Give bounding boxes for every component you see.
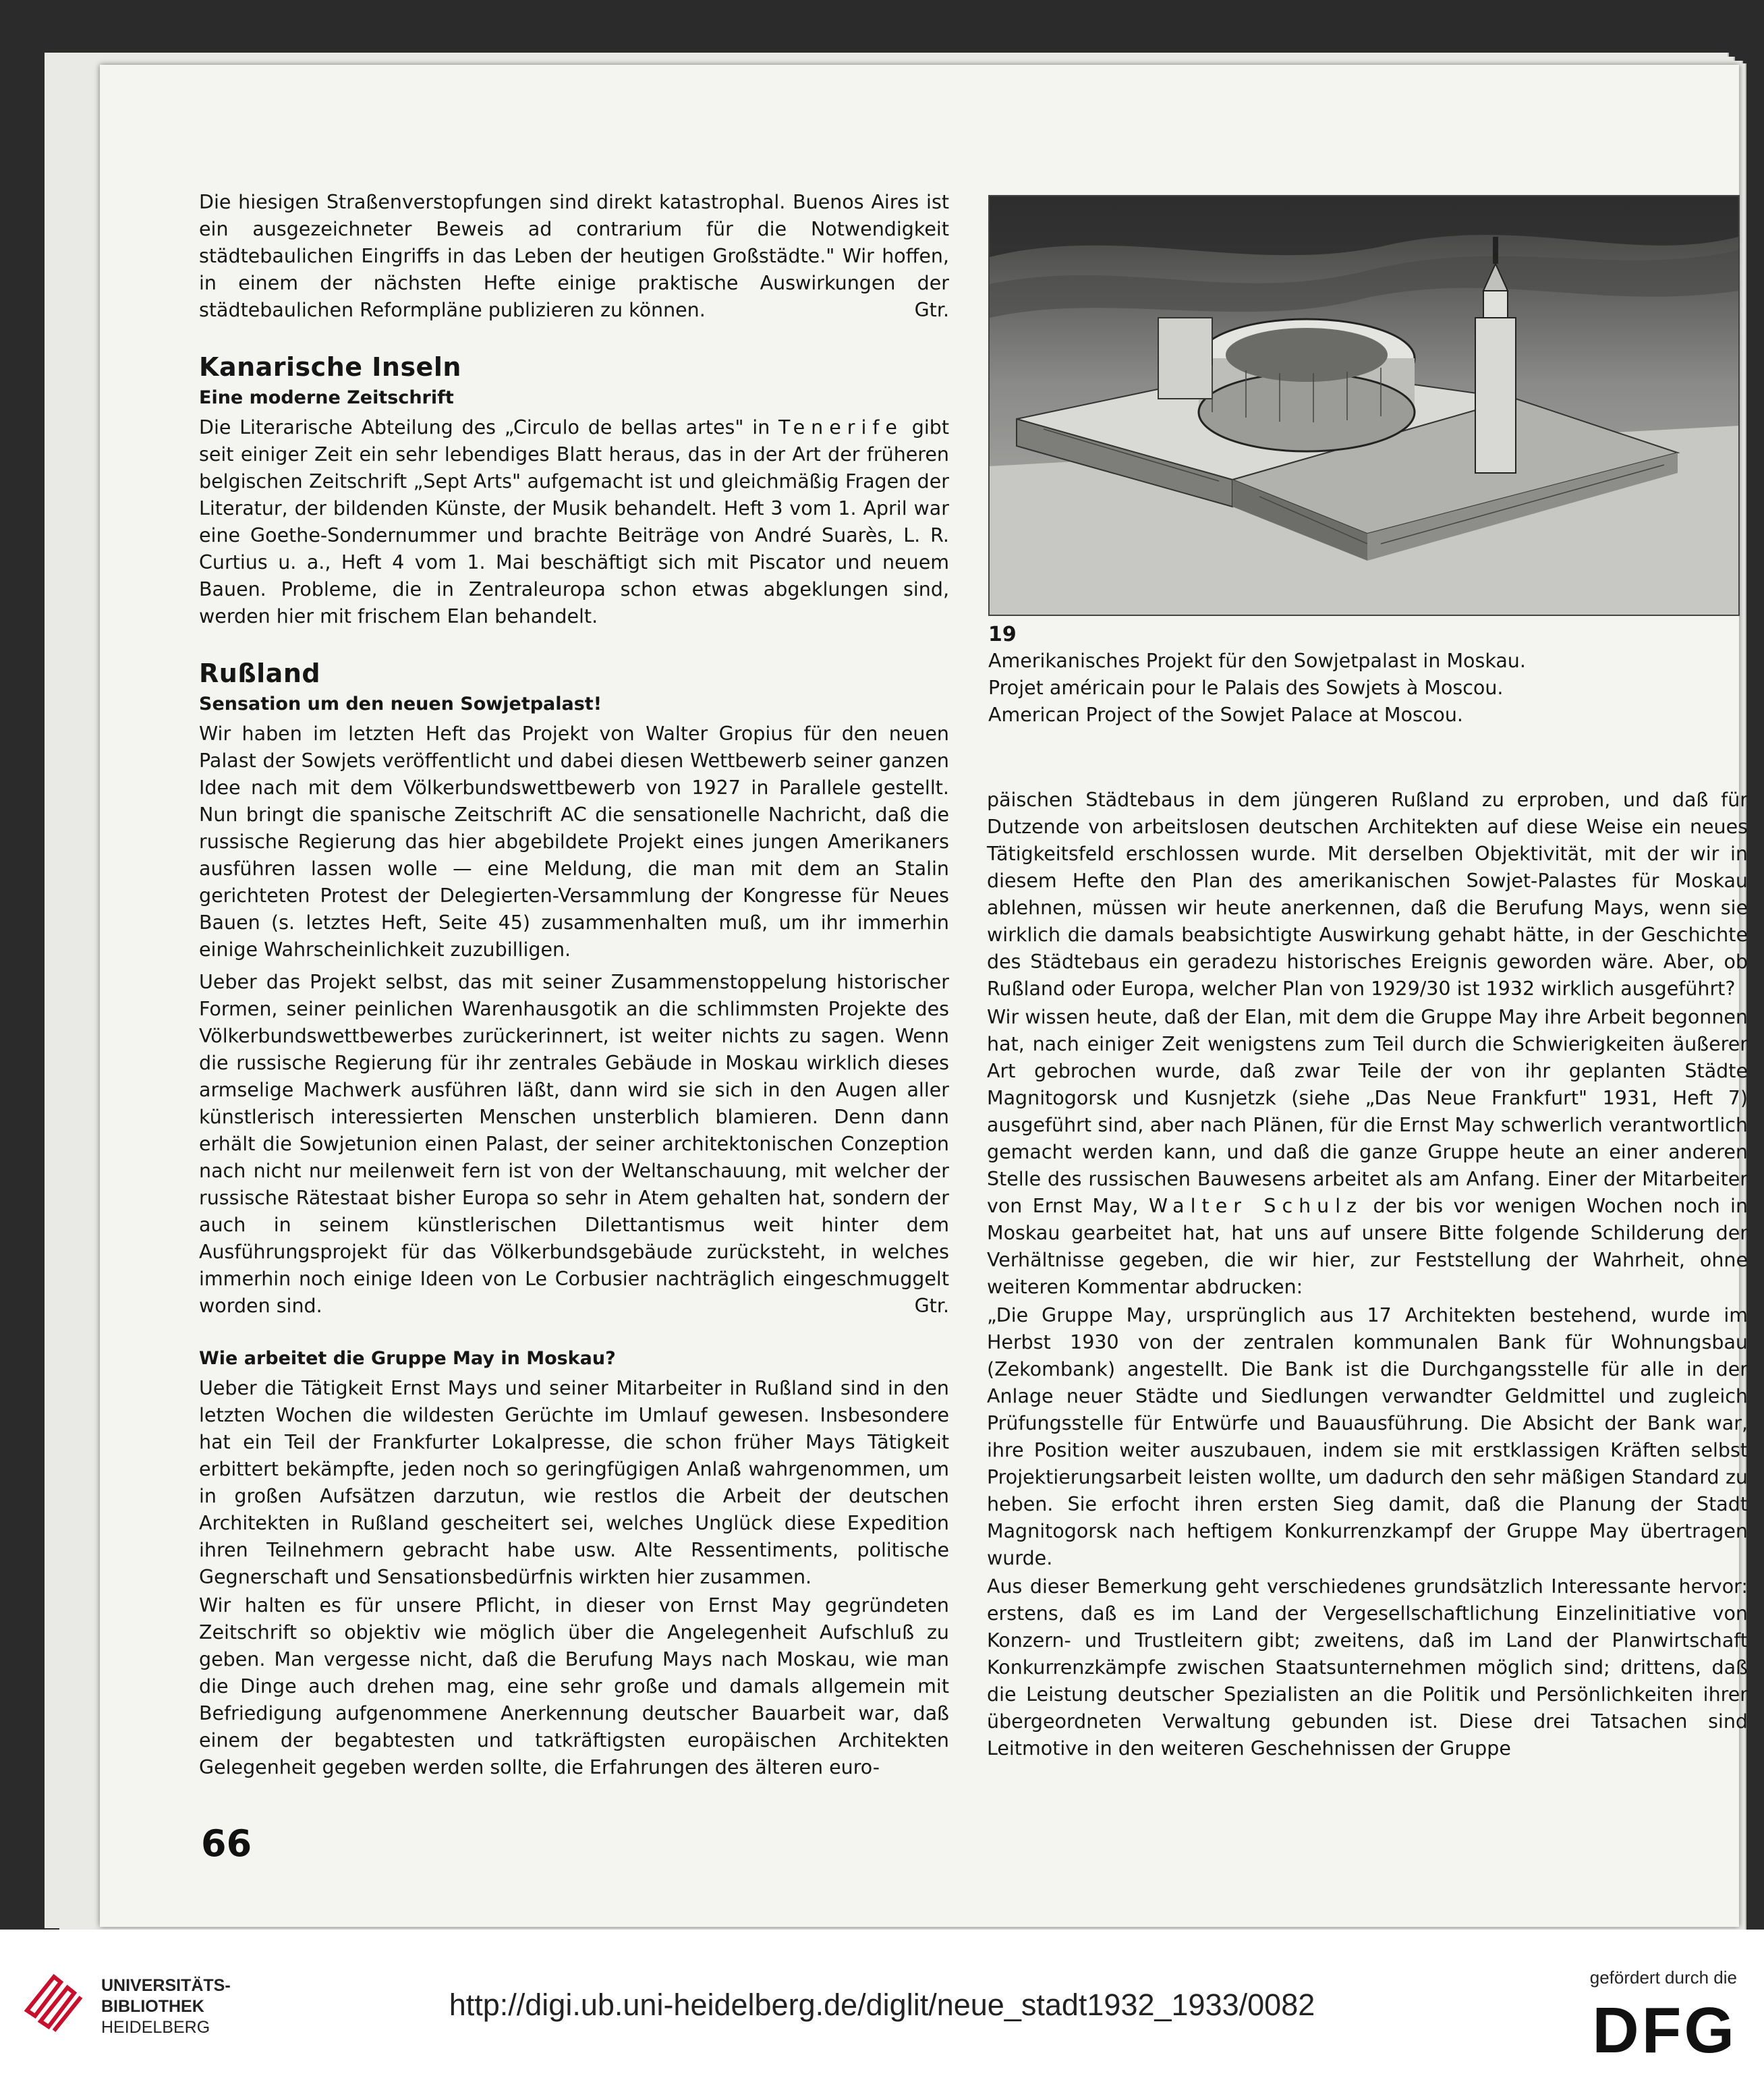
scanned-page xyxy=(100,65,1748,1927)
article-intro-paragraph: Die hiesigen Straßenverstopfungen sind direkt katastrophal. Buenos Aires ist ein ausgezeichneter Beweis ad contrarium für die Notwendigkeit städtebaulichen Eingriffs in das Leben der heutigen Großstädte." Wir hoffen, in einem der nächsten Hefte einige praktische Auswirkungen der städtebaulichen Reformpläne publizieren zu können. Gtr. xyxy=(199,189,949,324)
body-paragraph: Ueber das Projekt selbst, das mit seiner Zusammenstoppelung historischer Formen, seiner peinlichen Warenhausgotik an die schlimmsten Projekte des Völkerbundswettbewerbes zurückerinnert, ist weiter nichts zu sagen. Wenn die russische Regierung für ihr zentrales Gebäude in Moskau wirklich dieses armselige Machwerk ausführen läßt, dann wird sie sich in den Augen aller künstlerisch interessierten Menschen unsterblich blamieren. Denn dann erhält die Sowjetunion einen Palast, der seiner architektonischen Conzeption nach nicht nur meilenweit fern ist von der Weltanschauung, mit welcher der russische Rätestaat bisher Europa so sehr in Atem gehalten hat, sondern der auch in seinem künstlerischen Dilettantismus weit hinter dem Ausführungsprojekt für das Völkerbundsgebäude zurücksteht, in welches immerhin noch einige Ideen von Le Corbusier nachträglich eingeschmuggelt worden sind. Gtr. xyxy=(199,969,949,1320)
caption-english: American Project of the Sowjet Palace at Moscou. xyxy=(988,704,1463,726)
body-paragraph: Ueber die Tätigkeit Ernst Mays und seiner Mitarbeiter in Rußland sind in den letzten Wochen die wildesten Gerüchte im Umlauf gewesen. Insbesondere hat ein Teil der Frankfurter Lokalpresse, die schon früher Mays Tätigkeit erbittert bekämpfte, jeden noch so geringfügigen Anlaß wahrgenommen, um in großen Aufsätzen darzutun, wie restlos die Arbeit der deutschen Architekten in Rußland gescheitert sei, welches Unglück diese Expedition ihren Teilnehmern gebracht habe usw. Alte Ressentiments, politische Gegnerschaft und Sensationsbedürfnis wirkten hier zusammen. xyxy=(199,1377,949,1588)
funding-label: gefördert durch die xyxy=(1589,1967,1737,1988)
body-paragraph: Wir halten es für unsere Pflicht, in dieser von Ernst May gegründeten Zeitschrift so objektiv wie möglich über die Angelegenheit Aufschluß zu geben. Man vergesse nicht, daß die Berufung Mays nach Moskau, wie man die Dinge auch drehen mag, eine sehr große und damals allgemein mit Befriedigung aufgenommene Anerkennung deutscher Bauarbeit war, daß einem der begabtesten und tatkräftigsten europäischen Architekten Gelegenheit gegeben werden sollte, die Erfahrungen des älteren euro- xyxy=(199,1594,949,1778)
digitization-footer xyxy=(0,1930,1764,2080)
section-subheading: Eine moderne Zeitschrift xyxy=(199,387,454,408)
right-column xyxy=(987,787,1748,1762)
place-name: Tenerife xyxy=(778,416,903,439)
figure-number: 19 xyxy=(988,623,1017,646)
section-heading-russland: Rußland xyxy=(199,658,321,688)
section-subheading: Sensation um den neuen Sowjetpalast! xyxy=(199,694,602,714)
person-name: Walter Schulz xyxy=(1148,1195,1363,1217)
sowjetpalast-photo xyxy=(988,195,1740,616)
caption-french: Projet américain pour le Palais des Sowjets à Moscou. xyxy=(988,677,1504,699)
figure-caption xyxy=(988,622,1749,729)
caption-german: Amerikanisches Projekt für den Sowjetpalast in Moskau. xyxy=(988,650,1526,672)
author-signature: Gtr. xyxy=(914,1295,949,1317)
quoted-paragraph: „Die Gruppe May, ursprünglich aus 17 Architekten bestehend, wurde im Herbst 1930 von der zentralen kommunalen Bank für Wohnungsbau (Zekombank) angestellt. Die Bank ist die Durchgangsstelle für alle in der Anlage neuer Städte und Siedlungen verwandter Geldmittel und zugleich Prüfungsstelle für Entwürfe und Bauausführung. Die Absicht der Bank war, ihre Position weiter auszubauen, indem sie mit erstklassigen Kräften selbst Projektierungsarbeit leisten wollte, um dadurch den sehr mäßigen Standard zu heben. Sie erfocht ihren ersten Sieg damit, daß die Planung der Stadt Magnitogorsk nach heftigem Konkurrenzkampf der Gruppe May übertragen wurde. xyxy=(987,1304,1748,1569)
left-column xyxy=(199,189,949,1781)
body-paragraph: päischen Städtebaus in dem jüngeren Rußland zu erproben, und daß für Dutzende von arbeitslosen deutschen Architekten auf diese Weise ein neues Tätigkeitsfeld erschlossen wurde. Mit derselben Objektivität, mit der wir in diesem Hefte den Plan des amerikanischen Sowjet-Palastes für Moskau ablehnen, müssen wir heute anerkennen, daß die Berufung Mays, wenn sie wirklich die damals beabsichtigte Auswirkung gehabt hätte, in der Geschichte des Städtebaus ein geradezu historisches Ereignis geworden wäre. Aber, ob Rußland oder Europa, welcher Plan von 1929/30 ist 1932 wirklich ausgeführt? xyxy=(987,789,1748,1000)
building-illustration xyxy=(990,196,1738,615)
section-heading-gruppe-may: Wie arbeitet die Gruppe May in Moskau? xyxy=(199,1348,616,1369)
section-heading-kanarische-inseln: Kanarische Inseln xyxy=(199,352,461,382)
body-paragraph: Die Literarische Abteilung des „Circulo de bellas artes" in Tenerife gibt seit einiger Zeit ein sehr lebendiges Blatt heraus, das in der Art der früheren belgischen Zeitschrift „Sept Arts" aufgemacht ist und gleichmäßig Fragen der Literatur, der bildenden Künste, der Musik behandelt. Heft 3 vom 1. April war eine Goethe-Sondernummer und brachte Beiträge von André Suarès, L. R. Curtius u. a., Heft 4 vom 1. Mai beschäftigt sich mit Piscator und neuem Bauen. Probleme, die in Zentraleuropa schon etwas abgeklungen sind, werden hier mit frischem Elan behandelt. xyxy=(199,416,950,627)
library-name: UNIVERSITÄTS- BIBLIOTHEK HEIDELBERG xyxy=(101,1976,231,2037)
body-paragraph: Wir haben im letzten Heft das Projekt von Walter Gropius für den neuen Palast der Sowjets veröffentlicht und dabei diesen Wettbewerb seiner ganzen Idee nach mit dem Völkerbundswettbewerb von 1927 in Parallele gestellt. Nun bringt die spanische Zeitschrift AC die sensationelle Nachricht, daß die russische Regierung das hier abgebildete Projekt eines jungen Amerikaners ausführen lassen wolle — eine Meldung, die man mit dem an Stalin gerichteten Protest der Delegierten-Versammlung der Kongresse für Neues Bauen (s. letztes Heft, Seite 45) zusammenhalten muß, um ihr immerhin einige Wahrscheinlichkeit zuzubilligen. xyxy=(199,723,949,961)
body-paragraph: Wir wissen heute, daß der Elan, mit dem die Gruppe May ihre Arbeit begonnen hat, nach einiger Zeit wenigstens zum Teil durch die Schwierigkeiten äußerer Art gebrochen wurde, daß zwar Teile der von ihr geplanten Städte Magnitogorsk und Kusnjetzk (siehe „Das Neue Frankfurt" 1931, Heft 7) ausgeführt sind, aber nach Plänen, für die Ernst May schwerlich verantwortlich gemacht werden kann, und daß die ganze Gruppe heute an einer anderen Stelle des russischen Bauwesens arbeitet als am Anfang. Einer der Mitarbeiter von Ernst May, Walter Schulz der bis vor wenigen Wochen noch in Moskau gearbeitet hat, hat uns auf unsere Bitte folgende Schilderung der Verhältnisse gegeben, die wir hier, zur Feststellung der Wahrheit, ohne weiteren Kommentar abdrucken: xyxy=(987,1006,1748,1298)
dfg-logo: DFG xyxy=(1592,1994,1737,2067)
page-number: 66 xyxy=(201,1822,252,1865)
digitization-url[interactable]: http://digi.ub.uni-heidelberg.de/diglit/neue_stadt1932_1933/0082 xyxy=(449,1988,1315,2022)
author-signature: Gtr. xyxy=(914,299,949,321)
body-paragraph: Aus dieser Bemerkung geht verschiedenes grundsätzlich Interessante hervor: erstens, daß es im Land der Vergesellschaftlichung Einzelinitiative von Konzern- und Trustleitern gibt; zweitens, daß im Land der Planwirtschaft Konkurrenzkämpfe zwischen Staatsunternehmen möglich sind; drittens, daß die Leistung deutscher Spezialisten an die Politik und Persönlichkeiten ihrer übergeordneten Verwaltung gebunden ist. Diese drei Tatsachen sind Leitmotive in den weiteren Geschehnissen der Gruppe xyxy=(987,1575,1748,1760)
